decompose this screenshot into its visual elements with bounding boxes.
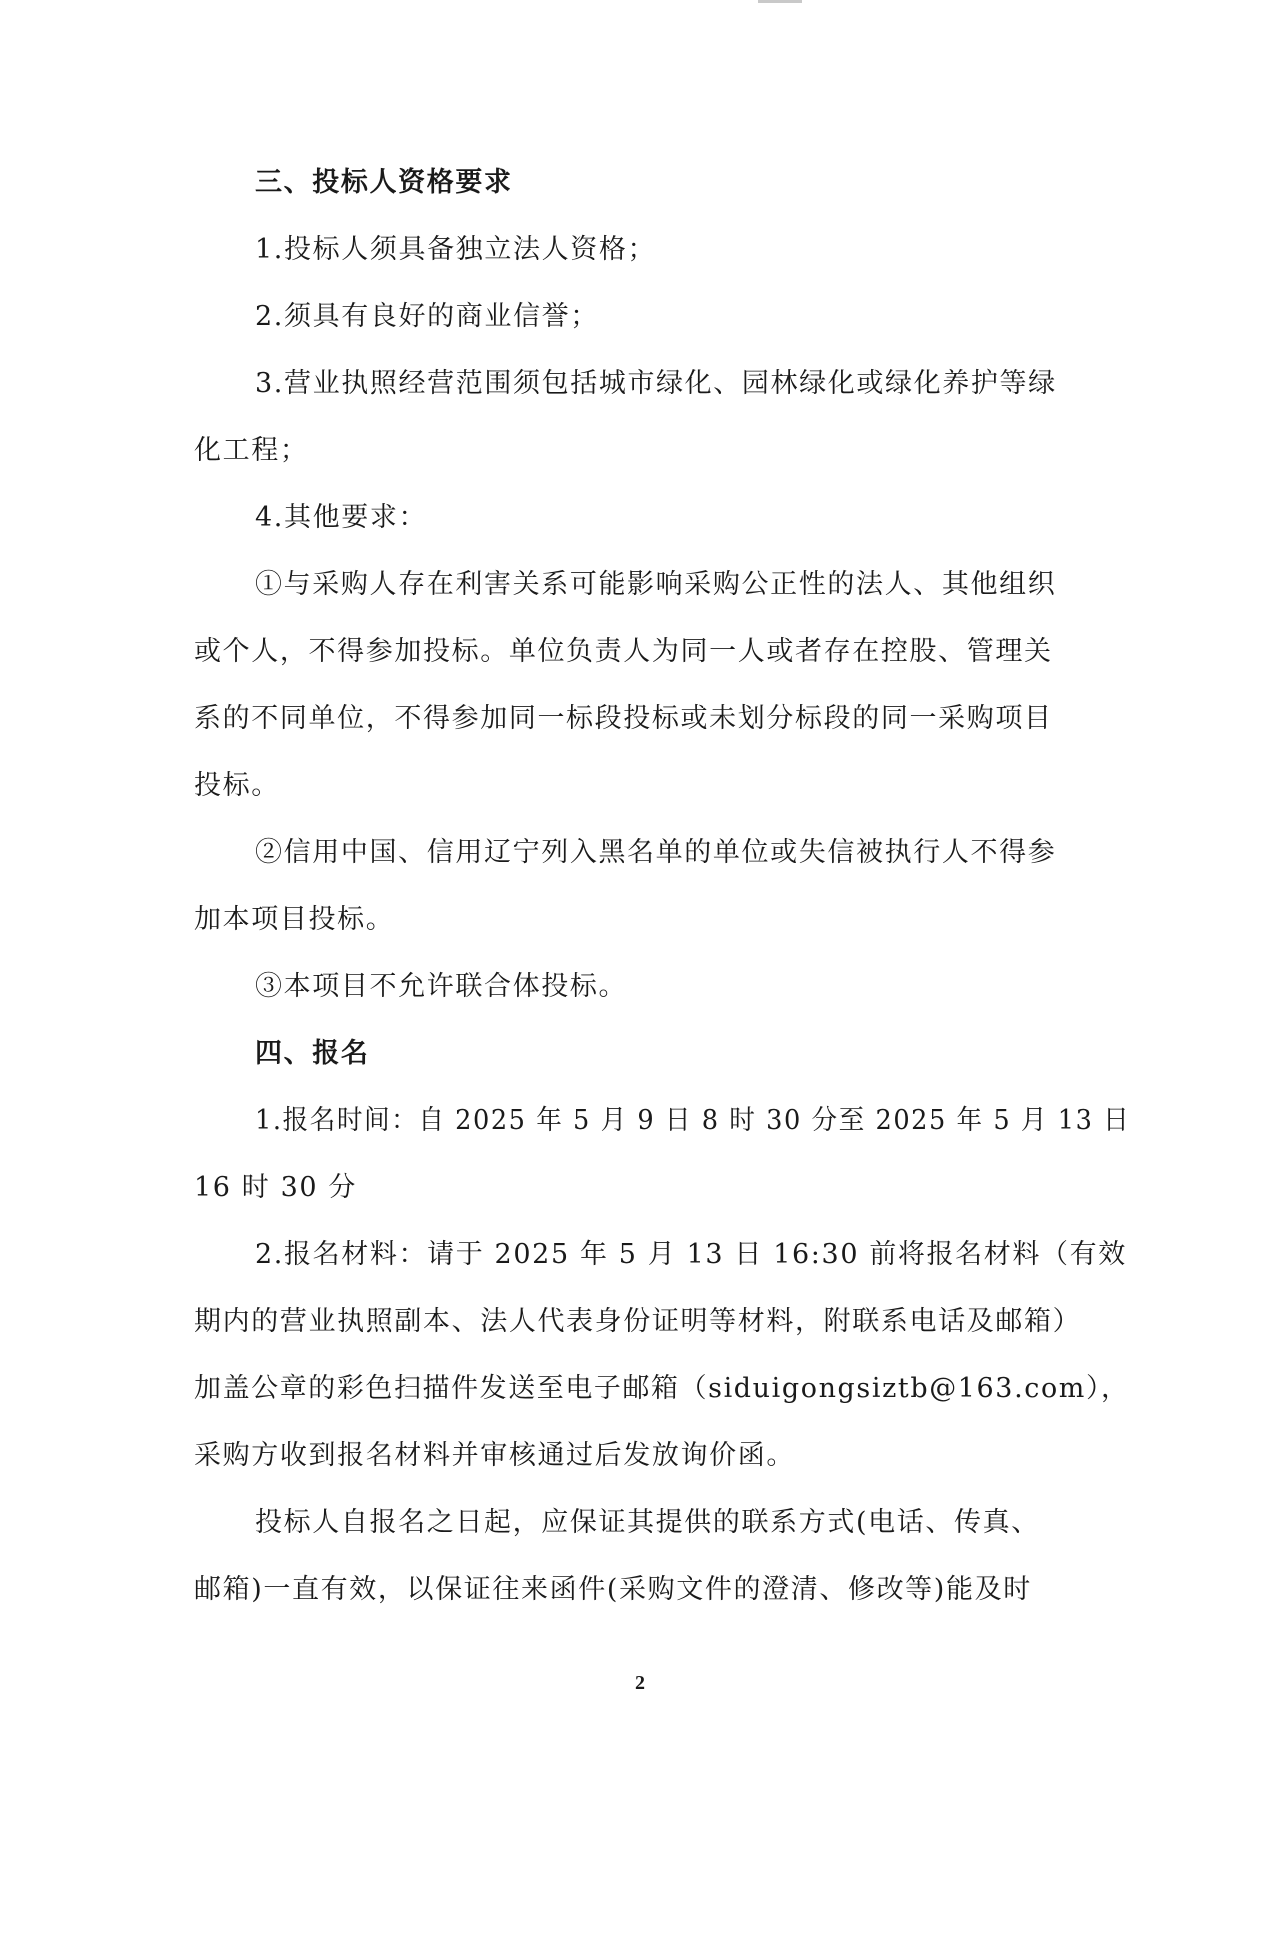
section-heading-qualifications: 三、投标人资格要求 — [255, 167, 513, 198]
other-requirement-1-line-4: 投标。 — [194, 770, 280, 801]
other-requirement-1-line-3: 系的不同单位，不得参加同一标段投标或未划分标段的同一采购项目 — [194, 703, 1053, 734]
registration-materials-line-4: 采购方收到报名材料并审核通过后发放询价函。 — [194, 1440, 796, 1471]
qualification-item-3-line-2: 化工程； — [194, 435, 309, 466]
registration-materials-line-3: 加盖公章的彩色扫描件发送至电子邮箱（siduigongsiztb@163.com）， — [194, 1373, 1130, 1404]
other-requirement-2-line-1: ②信用中国、信用辽宁列入黑名单的单位或失信被执行人不得参 — [255, 837, 1057, 868]
other-requirement-1-line-2: 或个人，不得参加投标。单位负责人为同一人或者存在控股、管理关 — [194, 636, 1053, 667]
other-requirement-3: ③本项目不允许联合体投标。 — [255, 971, 628, 1002]
qualification-item-3-line-1: 3.营业执照经营范围须包括城市绿化、园林绿化或绿化养护等绿 — [255, 368, 1057, 399]
contact-validity-line-1: 投标人自报名之日起，应保证其提供的联系方式(电话、传真、 — [255, 1507, 1040, 1538]
other-requirement-2-line-2: 加本项目投标。 — [194, 904, 395, 935]
registration-materials-line-1: 2.报名材料：请于 2025 年 5 月 13 日 16:30 前将报名材料（有效 — [255, 1239, 1127, 1270]
contact-validity-line-2: 邮箱)一直有效，以保证往来函件(采购文件的澄清、修改等)能及时 — [194, 1574, 1032, 1605]
page-number: 2 — [635, 1672, 645, 1694]
other-requirement-1-line-1: ①与采购人存在利害关系可能影响采购公正性的法人、其他组织 — [255, 569, 1057, 600]
section-heading-registration: 四、报名 — [255, 1038, 370, 1069]
qualification-item-1: 1.投标人须具备独立法人资格； — [255, 234, 657, 265]
qualification-item-4: 4.其他要求： — [255, 502, 428, 533]
registration-time-line-1: 1.报名时间：自 2025 年 5 月 9 日 8 时 30 分至 2025 年 5 月 13 日 — [255, 1105, 1131, 1136]
registration-time-line-2: 16 时 30 分 — [194, 1172, 358, 1203]
qualification-item-2: 2.须具有良好的商业信誉； — [255, 301, 599, 332]
registration-materials-line-2: 期内的营业执照副本、法人代表身份证明等材料，附联系电话及邮箱） — [194, 1306, 1082, 1337]
